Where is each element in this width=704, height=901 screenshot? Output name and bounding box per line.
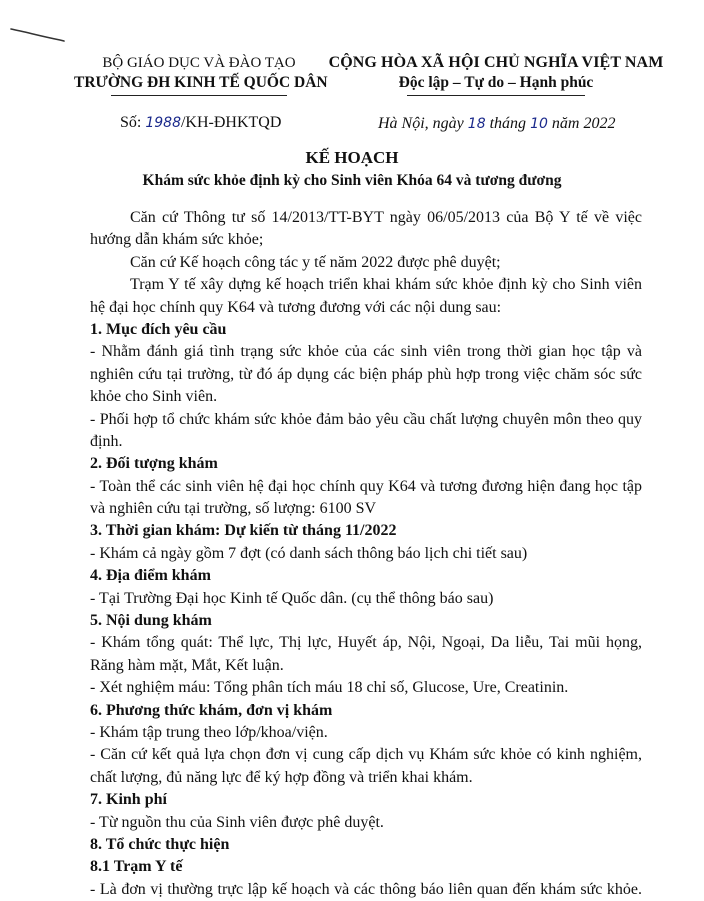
- body-line: Trạm Y tế xây dựng kế hoạch triển khai khám sức khỏe định kỳ cho Sinh viên: [130, 276, 642, 294]
- document-subtitle: Khám sức khỏe định kỳ cho Sinh viên Khóa 64 và tương đương: [142, 172, 562, 189]
- document-number: [120, 114, 281, 132]
- document-title: KẾ HOẠCH: [305, 148, 399, 167]
- body-line: định.: [90, 432, 123, 450]
- body-line: Răng hàm mặt, Mắt, Kết luận.: [90, 656, 284, 674]
- body-line: - Phối hợp tổ chức khám sức khỏe đảm bảo yêu cầu chất lượng chuyên môn theo quy: [90, 410, 642, 428]
- handwritten-day: 18: [467, 116, 486, 132]
- section-heading: 1. Mục đích yêu cầu: [90, 320, 227, 338]
- section-heading: 7. Kinh phí: [90, 791, 167, 809]
- body-line: khỏe cho Sinh viên.: [90, 388, 218, 406]
- country-name: CỘNG HÒA XÃ HỘI CHỦ NGHĨA VIỆT NAM: [328, 54, 664, 71]
- pen-stroke-mark: [8, 22, 68, 46]
- section-heading: 8. Tổ chức thực hiện: [90, 835, 230, 853]
- date-month-label: tháng: [485, 115, 531, 132]
- section-heading: 6. Phương thức khám, đơn vị khám: [90, 701, 333, 719]
- body-line: hệ đại học chính quy K64 và tương đương với các nội dung sau:: [90, 298, 502, 316]
- body-line: - Là đơn vị thường trực lập kế hoạch và các thông báo liên quan đến khám sức khỏe.: [90, 880, 642, 898]
- issuer-underline: [111, 95, 287, 96]
- handwritten-month: 10: [530, 116, 548, 132]
- body-line: Căn cứ Thông tư số 14/2013/TT-BYT ngày 06/05/2013 của Bộ Y tế về việc: [130, 209, 642, 226]
- university-name: TRƯỜNG ĐH KINH TẾ QUỐC DÂN: [74, 74, 328, 91]
- body-line: - Nhằm đánh giá tình trạng sức khỏe của các sinh viên trong thời gian học tập và: [90, 343, 642, 361]
- body-line: - Tại Trường Đại học Kinh tế Quốc dân. (cụ thể thông báo sau): [90, 589, 494, 607]
- date-year: năm 2022: [547, 115, 616, 132]
- handwritten-doc-number: 1988: [145, 115, 181, 131]
- section-heading: 8.1 Trạm Y tế: [90, 858, 183, 876]
- body-line: - Khám tổng quát: Thể lực, Thị lực, Huyết áp, Nội, Ngoại, Da liễu, Tai mũi họng,: [90, 634, 642, 652]
- body-line: - Từ nguồn thu của Sinh viên được phê duyệt.: [90, 813, 384, 831]
- body-line: hướng dẫn khám sức khỏe;: [90, 231, 264, 249]
- body-line: chất lượng, đủ năng lực để ký hợp đồng và triển khai khám.: [90, 768, 473, 786]
- body-line: - Căn cứ kết quả lựa chọn đơn vị cung cấp dịch vụ Khám sức khỏe có kinh nghiệm,: [90, 746, 642, 764]
- national-motto: Độc lập – Tự do – Hạnh phúc: [398, 74, 594, 91]
- date-city: Hà Nội, ngày: [378, 115, 468, 132]
- national-header: [326, 53, 666, 96]
- body-line: - Toàn thể các sinh viên hệ đại học chính quy K64 và tương đương hiện đang học tập: [90, 477, 642, 495]
- issuer-block: [74, 53, 328, 96]
- body-line: - Khám cả ngày gồm 7 đợt (có danh sách thông báo lịch chi tiết sau): [90, 544, 528, 562]
- body-line: Căn cứ Kế hoạch công tác y tế năm 2022 được phê duyệt;: [130, 253, 501, 271]
- body-line: và nghiên cứu tại trường, số lượng: 6100 SV: [90, 500, 377, 518]
- section-heading: 5. Nội dung khám: [90, 612, 212, 630]
- body-line: nghiên cứu tại trường, từ đó áp dụng các biện pháp phù hợp trong việc chăm sóc sức: [90, 365, 642, 383]
- section-heading: 2. Đối tượng khám: [90, 455, 218, 473]
- section-heading: 3. Thời gian khám: Dự kiến từ tháng 11/2022: [90, 522, 397, 540]
- body-line: - Khám tập trung theo lớp/khoa/viện.: [90, 723, 328, 741]
- body-line: - Xét nghiệm máu: Tổng phân tích máu 18 chỉ số, Glucose, Ure, Creatinin.: [90, 679, 569, 697]
- section-heading: 4. Địa điểm khám: [90, 567, 211, 585]
- doc-number-suffix: /KH-ĐHKTQD: [180, 114, 282, 131]
- document-body: [90, 207, 642, 901]
- motto-underline: [407, 95, 585, 96]
- ministry-name: BỘ GIÁO DỤC VÀ ĐÀO TẠO: [102, 55, 296, 71]
- issue-date: [378, 115, 615, 133]
- doc-number-prefix: Số:: [120, 114, 146, 131]
